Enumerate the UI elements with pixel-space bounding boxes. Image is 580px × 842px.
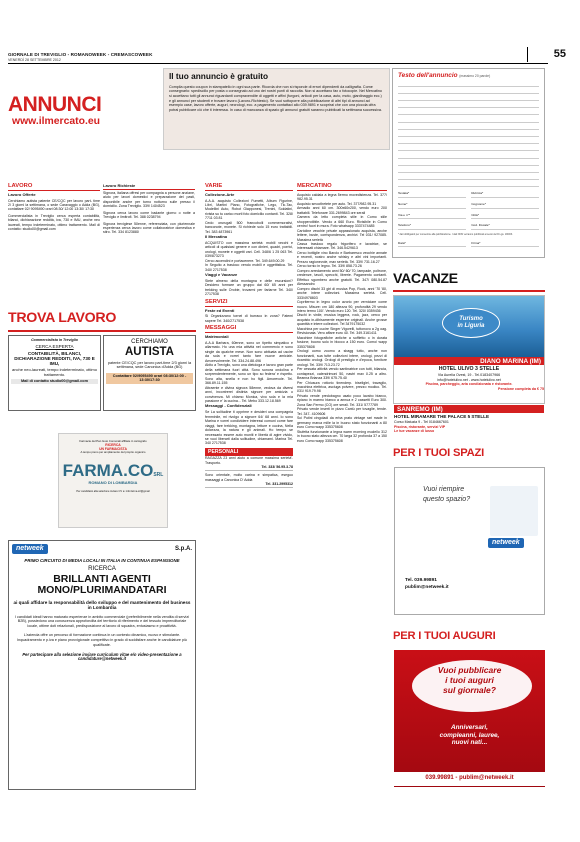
- coupon-line[interactable]: [398, 114, 539, 115]
- coupon-line[interactable]: [398, 100, 539, 101]
- ad-text: Farmacie del Pan Guto Comunali affiliate in cartografo: [79, 439, 147, 443]
- classified-ad: Cedo orurugali 500 francobolli commemorativi, banconote, monete. Si richiede solo 15 euro trattabili. Tel. 383 4873961: [205, 220, 293, 234]
- netweek-logo: netweek: [12, 544, 48, 554]
- hotel-price: Pensione completa da € 75: [498, 387, 544, 392]
- ad-text: RICERCA: [88, 565, 116, 573]
- privacy-note: * dati obbligatori per consentire alla pubblicazione. I dati NON verranno pubblicati ai sensi del D.Lgs. 196/03.: [398, 232, 513, 236]
- ad-text: Per candidarsi alla selezione inviare CV a: info.farma.srl@gmail: [76, 490, 150, 494]
- coupon-line[interactable]: [398, 172, 539, 173]
- classified-ad: Acquisto caldaia a legna 5ermo movedistenza. Tel. 377/ 982.95.31: [297, 192, 387, 202]
- newspaper-title: GIORNALE DI TREVIGLIO - ROMANOWEEK - CREMASCOWEEK: [8, 52, 153, 57]
- ad-text: I candidati ideali hanno maturato esperienze in ambito commerciale (preferibilmente nella vendita di servizi B2B), possiedono una conoscenza approfondita del territorio di riferimento e del tessuto imprenditoriale locale, ottime doti relazionali, predisposizione al lavoro di squadra, entusiasmo e proattività.: [14, 614, 190, 629]
- ad-text: anche neo-laureati, tempo indeterminato, ottimo trattamento.: [12, 366, 97, 377]
- ad-text: UN FARMACISTA: [99, 447, 127, 452]
- classified-ad: A.A.A. acquisto Collezioni Fumetti, Album Figurine, Libri, Martini Piano, Fotografiche, Lego, Tic-Tac, Modellini Auto, Robot Giapponesi, Trenini, Soldatini, rivista su tu carico morti foto domicilio contanti. Tel. 328/ 7711 03 81: [205, 198, 293, 221]
- classified-ad: Compro dischi 33 giri di musica Pop, Rock, anni '70 '80, anche intere collezioni. Massima serietà. Cell. 333/4978803: [297, 286, 387, 300]
- ad-text: ROMANO DI LOMBARDIA: [88, 479, 138, 485]
- classified-ad: Abito a Treviglio, sono una dietologa e lavoro gran parte della settimana fuori città. Sono sonora ondolina e sorprendentemente, sono un tipo so federa' e rispetto. Sono alta, snella e non ho figli. Amorevole. Tel. 366.89.11.155: [205, 363, 293, 386]
- auguri-bubble-text: Vuoi pubblicare i tuoi auguri sul giornale?: [437, 665, 502, 695]
- ad-mail[interactable]: Per partecipare alla selezione inviare curriculum vitae e/o video-presentazione a candidature@netweek.it: [22, 651, 182, 662]
- classified-ad: Se La solitudine ti opprime e desideri una compagnia femminile, mi rivolgo a signore 64/ 68 anni. Io sono Marina e vorrei condividere interessi comuni come fare viaggi, fare trekking, montagna, letture e cucina, Nella dolcezza, la natura e gli animali. Ho tempo se necessario essere auto muniti e libertà di agire vivido, se vuoi liberarti dalla solitudine, chiamami. Marina Tel. 340 2717538: [205, 410, 293, 446]
- classified-ad: Privato vende inserti in pizzo Cantù per tovaglie, tende. Tel. 347- 4109606: [297, 407, 387, 416]
- auguri-heading: PER I TUOI AUGURI: [393, 630, 496, 642]
- auguri-occasions: Anniversari, compleanni, lauree, nuovi nati...: [439, 724, 500, 747]
- telefono-field[interactable]: Telefono*: [398, 224, 466, 230]
- classified-ad: In Seguito a trasloco vendo mobili e oggettistica. Tel. 340/ 2717538: [205, 263, 293, 272]
- classified-ad: Privato vende predobagno usato poco lavabo bianco, ripiano in marmo bianco a annua e 2 cassetti Euro 300. Zona San Fermo (CO) ore serali. Tel. 331/ 5777789: [297, 393, 387, 407]
- annunci-url[interactable]: www.ilmercato.eu: [12, 116, 100, 127]
- ad-text: RICERCA: [105, 443, 121, 448]
- coupon-line[interactable]: [398, 107, 539, 108]
- classified-ad: RAGAZZA 23 anni aiuto a comune massima serietà'. Trasporto.: [205, 456, 293, 465]
- coupon-line[interactable]: [398, 122, 539, 123]
- hotel-address: Corso Matuzia 9 - Tel 0184667601: [394, 420, 449, 424]
- ad-text: A tempo pieno per ampliamento del proprio organico: [80, 450, 146, 455]
- coupon-title: Testo dell'annuncio (massimo 20 parole): [398, 72, 491, 79]
- hotel-ulivo-name: HOTEL ULIVO 3 STELLE: [438, 366, 500, 372]
- classified-ad: Macchina per cucire Singer Vigorelli, tuttonovo a 2g oag. Revisionata. Vero affare euro 40. Tel. 349.3161411: [297, 326, 387, 336]
- coupon-line[interactable]: [398, 150, 539, 151]
- servizi-heading: SERVIZI: [205, 299, 293, 307]
- subsection-heading: Messaggi - Confidenziali: [205, 403, 252, 409]
- page-number: 55: [553, 48, 566, 60]
- hotel-services: Piscina, parcheggio, aria condizionata e ristorante.: [425, 382, 513, 387]
- ad-text: questo spazio?: [423, 496, 471, 503]
- farma-logo: FARMA.COSRL: [62, 460, 164, 480]
- trova-rule: [8, 330, 196, 332]
- classified-ad: Cerchiamo autista patente CE/CQC per lavoro part- time 2/ 3 giorni la settimana, o sede Caravaggio o Adda (BG), contattare 02/ 9095490 orari 08:30/ 12:00 13:30/ 17:30: [8, 198, 100, 212]
- hotel-price: Le tue vacanze di lusso: [394, 429, 435, 434]
- ad-phone: Tel. 331.2995312: [205, 482, 293, 488]
- classified-ad: Si Organizzano tornei di burraco in zona? Fatemi sapere Tel. 340/2717538: [205, 314, 293, 323]
- netweek-agents-ad: [8, 540, 196, 790]
- ad-text: AUTISTA: [125, 346, 174, 359]
- ad-text: Vuoi riempire: [423, 486, 465, 493]
- ad-text: L'azienda offre un percorso di formazione continua in un contesto dinamico, nuovo e stimolante. Inquadramento e p.iva e piano provvigionale competitivo in grado di soddisfare anche le candidature più qualificate.: [17, 633, 187, 647]
- classified-ad: Cerco bottiglie vino Barolo e Barbaresco vecchie annate e recenti, nostro anche whisky e altri vini importanti. Prezzo ragionevole, max serietà. Tel. 339/ 731.16.27: [297, 250, 387, 264]
- testata-field[interactable]: Testata*: [398, 192, 466, 198]
- classified-ad: Signora cerca lavoro come badante giorno o notte a Treviglio e limitrofi. Tel. 388 0238794: [103, 210, 195, 220]
- subsection-heading: Collezione-Arte: [205, 191, 235, 197]
- subsection-heading: Feste ed Eventi: [205, 307, 235, 313]
- data-field[interactable]: Data*: [398, 242, 466, 248]
- classified-ad: ACQUISTO con massima serietà: mobili vecchi e articoli di qualsiasi genere e con dinieri, quadri, porrici, orologi, monete e oggetti vari. Cell. 348/6 1 25 063 Tel. 039/873273: [205, 241, 293, 259]
- classified-ad: Signora treviglese 50enne, referenziata, con pluriennale esperienza cerca lavoro come collaboratrice domestica e stiro. Tel. 334 8123880: [103, 221, 195, 235]
- coupon-line[interactable]: [398, 143, 539, 144]
- ad-phone: Tel. 039.99891: [405, 578, 437, 583]
- issue-date: VENERDÌ 28 SETTEMBRE 2012: [8, 58, 61, 62]
- ad-phone: Tel. 333/ 56.95.3.78: [205, 465, 293, 471]
- annunci-logo: ANNUNCI: [8, 93, 102, 116]
- rubrica-field[interactable]: Rubrica*: [471, 192, 539, 198]
- ad-mail[interactable]: publim@netweek.it: [405, 585, 449, 590]
- header-rule: [8, 63, 548, 64]
- classified-ad: Armadio anni 60 cm. 300x60x200, vendo euro 200 trattabili. Telefonare 331.2699843 ore serali: [297, 206, 387, 215]
- liguria-badge: Turismo in Liguria: [442, 308, 500, 338]
- vacanze-rule: [393, 290, 545, 292]
- classified-ad: Cerco tornio in legno. Tel. 339/ 858.73.26: [297, 264, 362, 269]
- lavoro-richieste-column: [103, 183, 195, 235]
- classified-ad: Signora, italiana offresi per compagnia a persone anziane, aiuto per lavori domestici e preparazione dei pasti, disponibile anche per turno notturno sulle presso il domicilio. Zona Treviglio. 339/ 1404523: [103, 190, 195, 209]
- classified-ad: Stufetta funzionante a legna warm morning modello 312 in buono stato altezza cm. 70 larga 32 profonda 37 a 150 euro Como wapp 335375608: [297, 429, 387, 443]
- hotel-services: Piscina, ristorante, servizi VIP: [394, 424, 446, 429]
- netweek-header: [12, 544, 192, 554]
- classified-ad: Sci Putini cingoladi da erba prato vintage rari made in germany marca mille la in buono stato funzionanti a 80 euro Como wapp 335375608: [297, 416, 387, 430]
- messaggi-heading: MESSAGGI: [205, 325, 293, 333]
- ad-text: PRIMO CIRCUITO DI MEDIA LOCALI IN ITALIA IN CONTINUA ESPANSIONE: [24, 558, 180, 564]
- page-divider: [527, 47, 528, 62]
- ad-contact[interactable]: 039.99891 - publim@netweek.it: [394, 772, 545, 786]
- vacanze-heading: VACANZE: [393, 271, 458, 287]
- coupon-line[interactable]: [398, 179, 539, 180]
- classified-ad: Copritermo in legno color avorio per verniciare come nuovo. Misure: cm 180 altezza 90, profondità 29 vendo intero termo 100'. Vendo euro 120. Tel. 320/ 0359436: [297, 300, 387, 314]
- free-ad-info: [163, 68, 390, 150]
- classified-ad: Sono orientale, molto carina e simpatica, eseguo massaggi a Canonica D' Adda: [205, 473, 293, 482]
- spazi-heading: PER I TUOI SPAZI: [393, 447, 485, 459]
- hotel-miramare-info: [394, 420, 544, 434]
- ad-text: ai quali affidare la responsabilità dello sviluppo e del mantenimento del business in Lombardia: [13, 599, 191, 611]
- hotel-address: Via Aurelia Ovest, 19 - Tel.0183407966: [437, 373, 501, 377]
- free-ad-text: Compila questo coupon in stampatello in ogni sua parte. Ricorda che non si risponde di errori dipendenti da calligrafia. Come consegnarlo: spedisciilo per posta o consegnalo ad uno dei nostri punti di raccolta. Non si accettano fax o fotocopie. Nel Mercatino si accettano tutti gli annunci riguardanti compravendite di oggetti e affini (furgoni, articoli per la casa, auto, moto, giardinaggio ecc.) e gli annunci per studenti e trovare lavoro (Lavoro-Richiesto). Se vuoi sottoporre alla pubblicazione di altri tipi di annunci ad esempio case, lavoro offerte, auguri, necrologi, ecc. a pagamento contattaci allo 039.9891 e scoprirai che con una piccola cifra potrai pubblicare ciò che ti interessa. In caso di mancanza di spazio gli annunci gratuiti saranno pubblicati la settimana successiva.: [169, 84, 382, 112]
- mercatino-heading: MERCATINO: [297, 183, 387, 191]
- subsection-heading: Viaggi e Vacanze: [205, 272, 238, 278]
- classified-ad: Orologi uomo zoomo a sbagg tutto, anche non funzionanti, sua tutte collezioni intere, orologi, pezzi di ricambio orologi. Orologi di prestigio e d'epoca, fornitore orologi. Tel. 339/ 713.23.72: [297, 349, 387, 367]
- classified-ad: Dischi in vinile, musica leggera, rock, jazz, cerco per acquisto in-dibisamente esperine originali. Anche grosse quantità e intere collezioni. Tel 3479175032: [297, 313, 387, 327]
- hotel-miramare-name: HOTEL MIRAMARE THE PALACE 5 STELLE: [394, 414, 490, 419]
- subsection-heading: Il Mercatino: [205, 234, 228, 240]
- nome-field[interactable]: Nome*: [398, 203, 466, 209]
- sanremo-banner: SANREMO (IM): [394, 405, 544, 413]
- ad-coupon-form: [392, 68, 545, 258]
- citta-field[interactable]: Città*: [471, 214, 539, 220]
- lavoro-offerte-heading: Lavoro Offerte: [8, 191, 36, 197]
- varie-column: [205, 183, 293, 790]
- firma-field[interactable]: Firma*: [471, 242, 539, 248]
- classified-ad: A.A.A Barbara, 60enne, sono un tipetto simpatico e allarmato. Ho una mia attività nel commercio e sono single da qualche mese. Non sono abituata ad uscire da sola e vorrei tanto fare nuove amicizie. Amorevolmente. Tel. 334.24.88.496: [205, 340, 293, 363]
- ad-text: S.p.A.: [174, 545, 192, 552]
- coupon-line[interactable]: [398, 136, 539, 137]
- spazi-illustration: [490, 486, 538, 536]
- ad-text: Commercialista in Treviglio: [31, 338, 78, 342]
- coupon-line[interactable]: [398, 93, 539, 94]
- codfiscale-field[interactable]: Cod. Fiscale*: [471, 224, 539, 230]
- via-field[interactable]: Via e n°*: [398, 214, 466, 220]
- classified-ad: Commercialista in Treviglio cerca esperta contabilità, bilanci, dichiarazione reddità, iva, 730 e IMU, anche neo laureati, tempo indeterminato, ottimo trattamento. Mail di contatto: studio00@gmail.com: [8, 213, 100, 232]
- lavoro-heading: LAVORO: [8, 183, 100, 191]
- ad-text: patente CE/CQC per lavoro part-time 2/3 giorni la settimana, sede Canonica d'Adda (BG): [107, 360, 192, 370]
- ad-text: CONTABILITÀ, BILANCI, DICHIARAZIONE REDDITI, IVA, 730 E IMU,: [14, 350, 95, 367]
- cognome-field[interactable]: Cognome*: [471, 203, 539, 209]
- netweek-logo: netweek: [488, 538, 524, 548]
- trova-lavoro-heading: TROVA LAVORO: [8, 310, 117, 326]
- lavoro-richieste-heading: Lavoro Richieste: [103, 184, 195, 190]
- farma-ad: [58, 433, 168, 528]
- coupon-line[interactable]: [398, 186, 539, 187]
- commercialista-ad: [8, 335, 101, 411]
- ad-phone: Contattare 02/9095490 orari 08:30/12:00 - 13:30/17:30: [106, 373, 193, 384]
- subsection-heading: Matrimoniali: [205, 334, 229, 340]
- ad-mail[interactable]: Mail di contatto studio00@gmail.com: [11, 379, 98, 383]
- coupon-line[interactable]: [398, 158, 539, 159]
- classified-ad: Cerco accendini e portacenere. Tel. 349.649.00.29: [205, 258, 285, 263]
- classified-ad: Cartoline vecchie private appassionato acquista, anche lettere, buste, corrispondenza, archivi. Tel 031/ 927085. Massima serietà: [297, 228, 387, 242]
- classified-ad: Siete almeno della montagna e delle escursioni? Desidero formare un gruppo dai 60/ 65 anni per trekking sulle Orobie, trovarmi per farlarne Tel. 340/ 2717538: [205, 279, 293, 297]
- classified-ad: Per cessata attività vendo santinatrice con tutti, bilancia, contapezzi, calendrimoni 50, nastri max 0.25 a altro. Beanna Brianza 339/ 675.75.40: [297, 367, 387, 381]
- classified-ad: Attraente e divina signora 58enne, vedova da diversi anni, incontrerei distinta signore per amicizia o convivenza. Mi chiamo Monica, vivo sola e la mia passione e' la cucina... Tel. Mebo 333.12.18.569: [205, 385, 293, 404]
- classified-ad: Camera da letto completa stile in Como stile shopperotibile. Vendo a 660 Euro. Rivisibile in Como centro! fuori in mura. Foto whatsapp 3337474485: [297, 215, 387, 229]
- classified-ad: Macchine fotografiche antiche a soffietto o in durata fusione, buono solo in blocco a 150 euro. Como/ wapp 335375608: [297, 335, 387, 349]
- coupon-line[interactable]: [398, 86, 539, 87]
- mercatino-column: [297, 183, 387, 790]
- ad-text: CERCA ESPERTA: [35, 344, 74, 350]
- classified-ad: Per Chiusura rottorio tinenderp. biseliglei, travaglio, macchina elettrica, asciuga polvere, prezzo modico. Tel. 031/ 919.79.98: [297, 380, 387, 394]
- hotel-ulivo-info: [394, 373, 544, 392]
- classified-ad: Compro arredamento anni 50/ 60/ 70, lampade, poltrone, credenze, tavoli, specchi, librerie. Pagamento contanti. Effettuo sgombero anche gratuiti. Tel. 347/ 080.54.87 Alessandro: [297, 268, 387, 287]
- coupon-line[interactable]: [398, 129, 539, 130]
- ad-text: BRILLANTI AGENTI MONO/PLURIMANDATARI: [37, 572, 167, 597]
- classified-ad: Acquisto smoothetete per auto. Tel. 377/982.95.31: [297, 201, 377, 206]
- auguri-ad: [394, 650, 545, 787]
- diano-banner: DIANO MARINA (IM): [394, 357, 544, 365]
- free-ad-title: Il tuo annuncio è gratuito: [169, 71, 269, 81]
- liguria-image: [394, 296, 544, 358]
- personali-heading: PERSONALI: [205, 448, 293, 456]
- spazi-ad: [394, 467, 545, 615]
- classified-ad: Cassa trasloco regalo frigorifero e lavatrice, se interessati chiamare. Tel. 346.5429613: [297, 241, 387, 251]
- ad-text: CERCHIAMO: [131, 339, 168, 345]
- lavoro-column: [8, 183, 100, 232]
- coupon-line[interactable]: [398, 165, 539, 166]
- autista-ad: [103, 335, 196, 411]
- varie-heading: VARIE: [205, 183, 293, 191]
- hotel-web[interactable]: info@hotelulivo.net - www.hotelulivo.net: [437, 377, 501, 382]
